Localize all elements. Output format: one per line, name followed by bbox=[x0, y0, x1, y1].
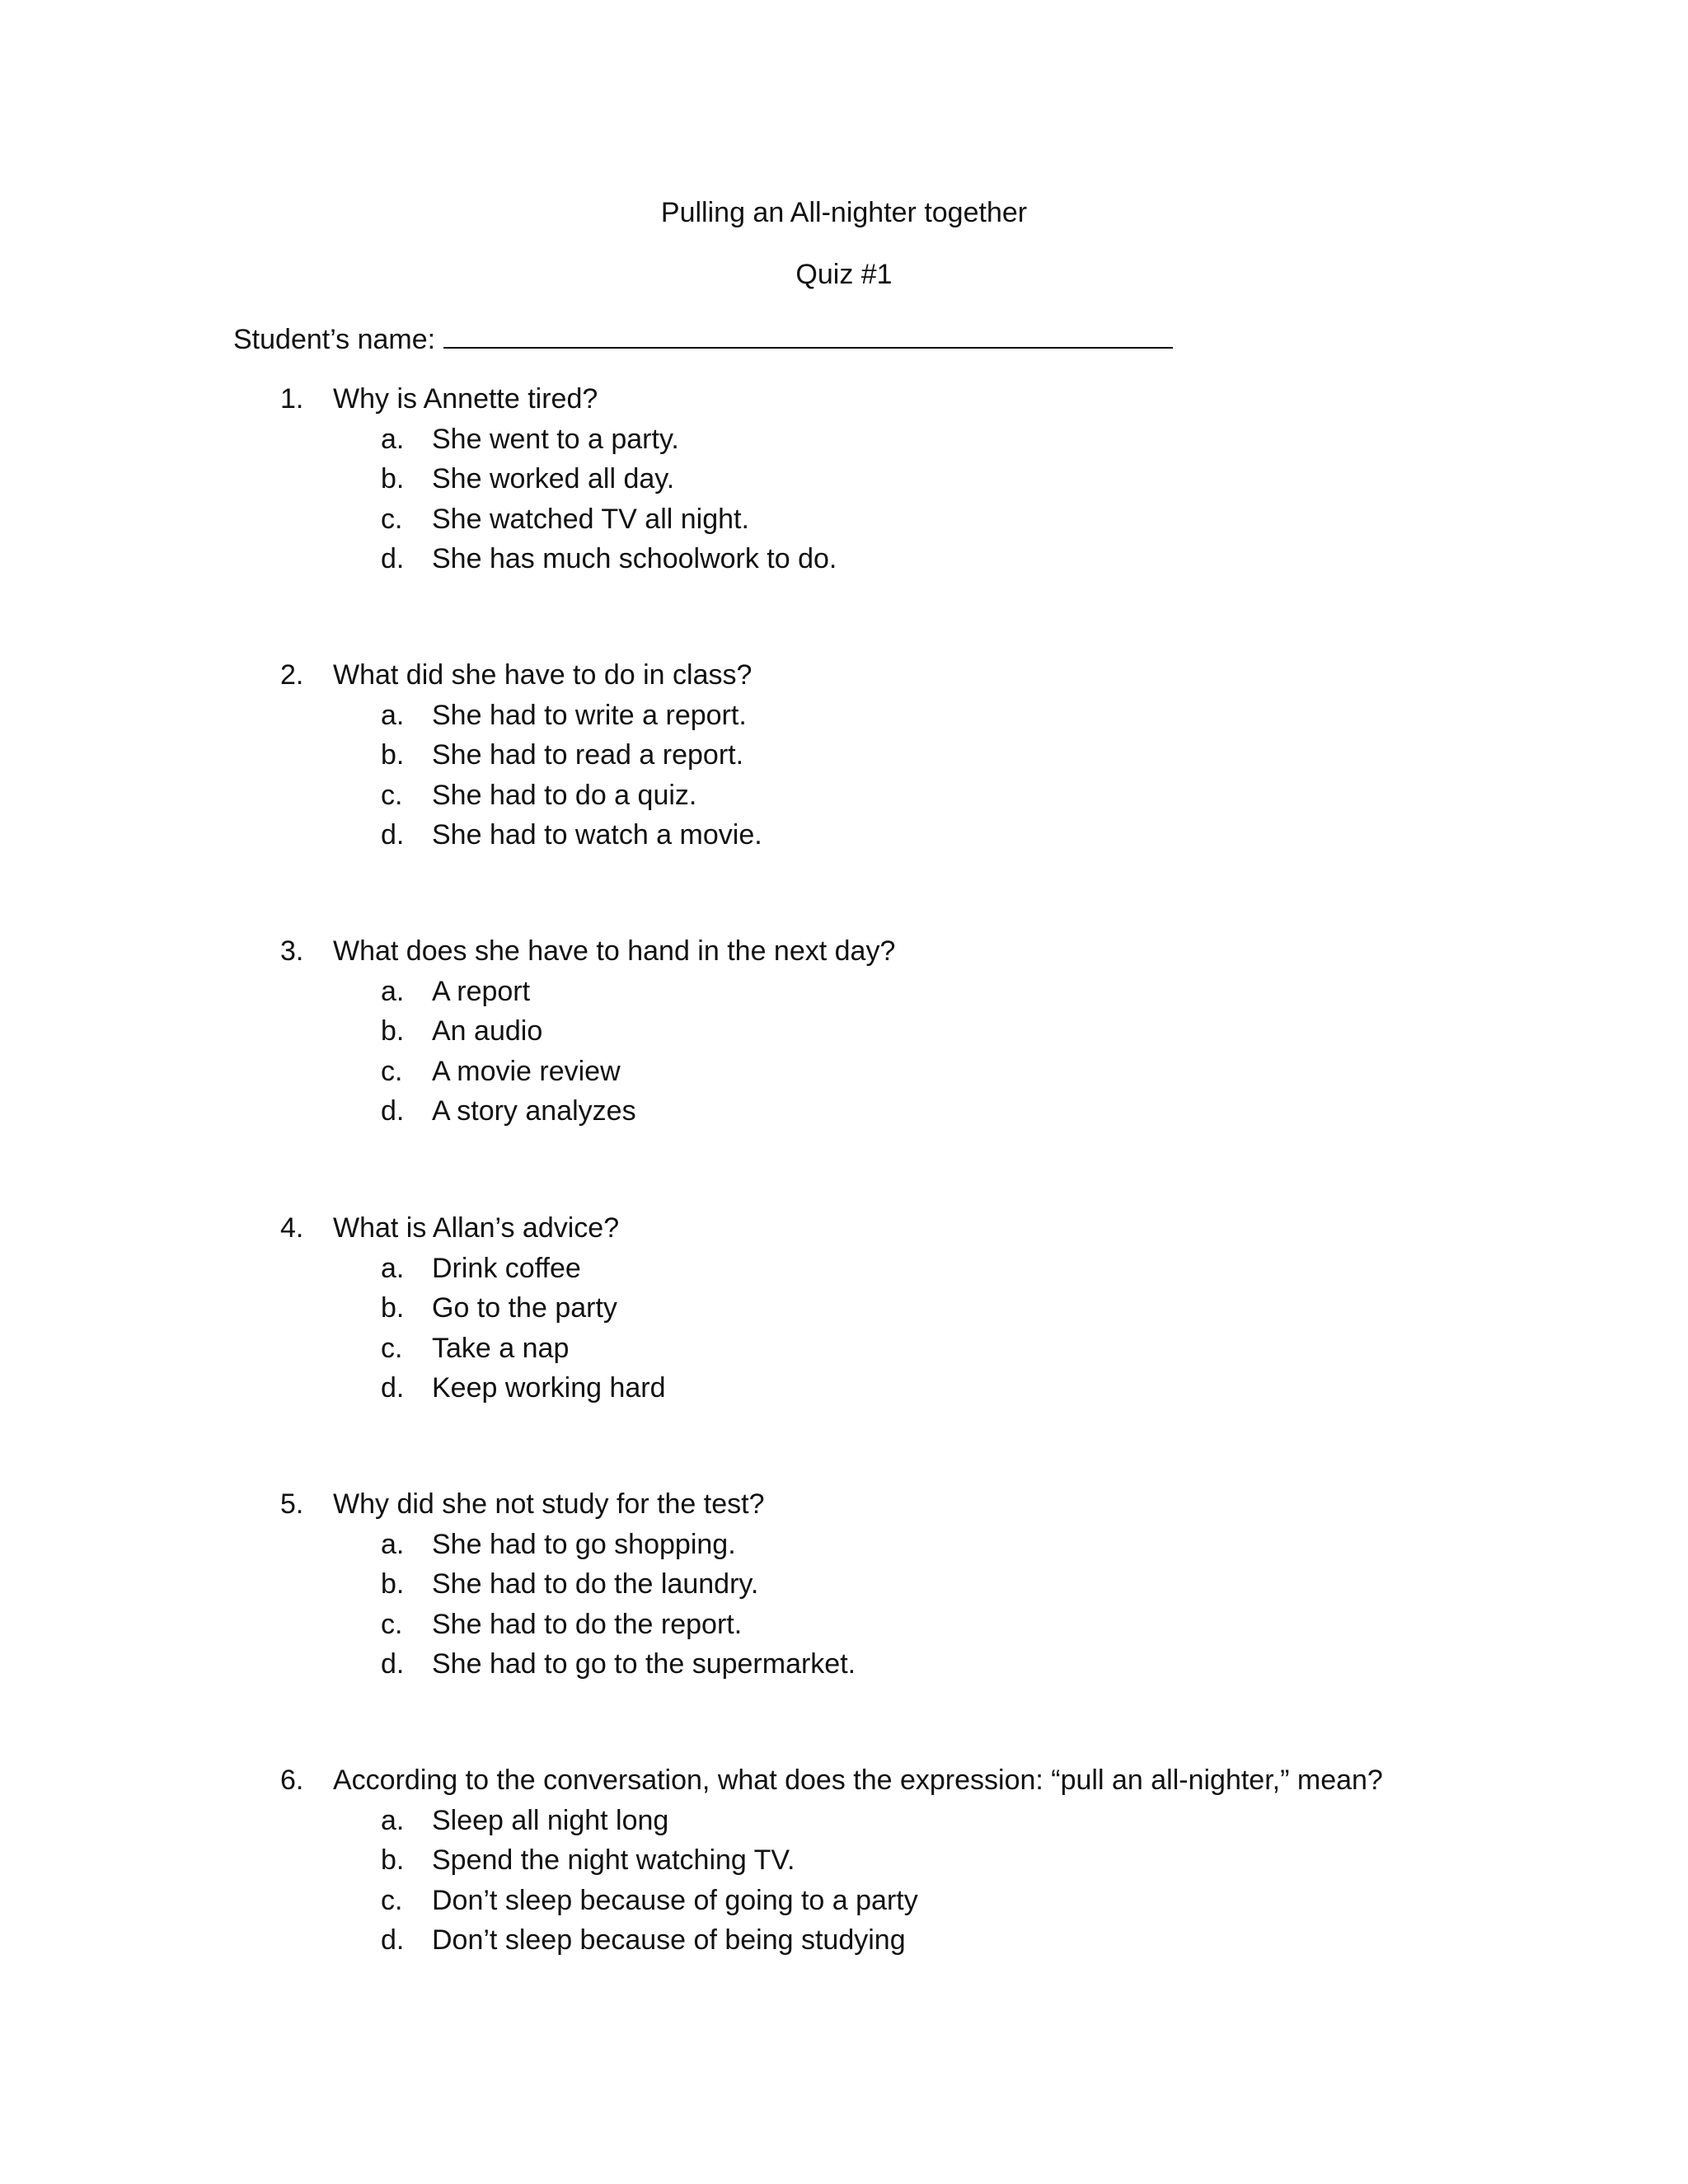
option-letter: a. bbox=[381, 975, 405, 1007]
question-5 bbox=[280, 1484, 1648, 1685]
option-text: She had to write a report. bbox=[432, 699, 747, 731]
question-4 bbox=[280, 1208, 1648, 1408]
option-text: She had to go shopping. bbox=[432, 1528, 736, 1560]
question-stem bbox=[280, 1760, 1648, 1801]
question-stem bbox=[280, 1208, 1648, 1249]
option-letter: c. bbox=[381, 1055, 403, 1087]
student-name-label: Student’s name: bbox=[233, 324, 436, 355]
answer-option[interactable] bbox=[381, 1091, 1648, 1132]
answer-option[interactable] bbox=[381, 776, 1648, 816]
answer-option[interactable] bbox=[381, 1052, 1648, 1092]
option-text: Sleep all night long bbox=[432, 1804, 669, 1836]
answer-option[interactable] bbox=[381, 1840, 1648, 1881]
option-text: An audio bbox=[432, 1015, 543, 1047]
option-letter: d. bbox=[381, 1924, 405, 1956]
question-number: 2. bbox=[280, 659, 304, 691]
option-letter: a. bbox=[381, 699, 405, 731]
page-title: Pulling an All-nighter together bbox=[660, 197, 1028, 228]
question-number: 4. bbox=[280, 1212, 304, 1244]
question-stem bbox=[280, 655, 1648, 696]
answer-option[interactable] bbox=[381, 1525, 1648, 1565]
answer-option[interactable] bbox=[381, 1288, 1648, 1329]
option-letter: d. bbox=[381, 1648, 405, 1680]
answer-option[interactable] bbox=[381, 1605, 1648, 1645]
answer-option[interactable] bbox=[381, 735, 1648, 776]
question-number: 1. bbox=[280, 383, 304, 415]
option-text: Don’t sleep because of going to a party bbox=[432, 1884, 918, 1916]
option-letter: a. bbox=[381, 1804, 405, 1836]
option-letter: c. bbox=[381, 1608, 403, 1640]
option-text: She had to do a quiz. bbox=[432, 779, 697, 811]
question-text: What did she have to do in class? bbox=[333, 659, 753, 691]
option-text: Spend the night watching TV. bbox=[432, 1844, 795, 1876]
option-letter: a. bbox=[381, 1252, 405, 1284]
option-letter: b. bbox=[381, 1568, 405, 1600]
question-number: 3. bbox=[280, 935, 304, 967]
question-number: 5. bbox=[280, 1488, 304, 1520]
answer-option[interactable] bbox=[381, 459, 1648, 499]
question-stem bbox=[280, 1484, 1648, 1525]
option-text: She had to go to the supermarket. bbox=[432, 1648, 856, 1680]
question-stem bbox=[280, 379, 1648, 419]
question-6 bbox=[280, 1760, 1648, 1961]
option-letter: d. bbox=[381, 1372, 405, 1404]
option-text: Keep working hard bbox=[432, 1372, 666, 1404]
option-text: Don’t sleep because of being studying bbox=[432, 1924, 906, 1956]
student-name-row bbox=[233, 317, 1173, 358]
answer-option[interactable] bbox=[381, 1881, 1648, 1921]
question-2 bbox=[280, 655, 1648, 855]
question-text: Why did she not study for the test? bbox=[333, 1488, 765, 1520]
option-text: She had to read a report. bbox=[432, 739, 744, 771]
answer-option[interactable] bbox=[381, 1801, 1648, 1841]
option-letter: b. bbox=[381, 1015, 405, 1047]
option-letter: d. bbox=[381, 1095, 405, 1127]
option-letter: d. bbox=[381, 819, 405, 851]
answer-option[interactable] bbox=[381, 972, 1648, 1012]
option-text: She watched TV all night. bbox=[432, 503, 749, 535]
option-letter: a. bbox=[381, 423, 405, 455]
option-letter: a. bbox=[381, 1528, 405, 1560]
answer-option[interactable] bbox=[381, 1920, 1648, 1961]
student-name-field[interactable] bbox=[443, 317, 1173, 349]
option-letter: c. bbox=[381, 1884, 403, 1916]
option-text: A movie review bbox=[432, 1055, 621, 1087]
page-subtitle: Quiz #1 bbox=[795, 259, 893, 290]
answer-option[interactable] bbox=[381, 815, 1648, 855]
option-letter: c. bbox=[381, 779, 403, 811]
question-text: What does she have to hand in the next day? bbox=[333, 935, 896, 967]
option-text: Drink coffee bbox=[432, 1252, 581, 1284]
question-stem bbox=[280, 931, 1648, 972]
option-letter: b. bbox=[381, 463, 405, 494]
option-text: She worked all day. bbox=[432, 463, 675, 494]
answer-option[interactable] bbox=[381, 499, 1648, 540]
option-text: She had to do the report. bbox=[432, 1608, 743, 1640]
option-text: She had to watch a movie. bbox=[432, 819, 762, 851]
answer-option[interactable] bbox=[381, 419, 1648, 460]
answer-option[interactable] bbox=[381, 1329, 1648, 1369]
option-text: Go to the party bbox=[432, 1292, 617, 1324]
option-letter: c. bbox=[381, 1332, 403, 1364]
question-3 bbox=[280, 931, 1648, 1132]
option-letter: c. bbox=[381, 503, 403, 535]
question-text: What is Allan’s advice? bbox=[333, 1212, 620, 1244]
question-1 bbox=[280, 379, 1648, 579]
option-letter: b. bbox=[381, 1844, 405, 1876]
option-text: She had to do the laundry. bbox=[432, 1568, 759, 1600]
option-letter: b. bbox=[381, 1292, 405, 1324]
answer-option[interactable] bbox=[381, 539, 1648, 579]
option-text: A report bbox=[432, 975, 531, 1007]
option-text: She went to a party. bbox=[432, 423, 679, 455]
answer-option[interactable] bbox=[381, 1644, 1648, 1685]
question-text: According to the conversation, what does the expression: “pull an all-nighter,” mean? bbox=[333, 1765, 1383, 1796]
question-number: 6. bbox=[280, 1765, 304, 1796]
option-text: Take a nap bbox=[432, 1332, 570, 1364]
answer-option[interactable] bbox=[381, 1564, 1648, 1605]
answer-option[interactable] bbox=[381, 1249, 1648, 1289]
question-text: Why is Annette tired? bbox=[333, 383, 598, 415]
option-text: A story analyzes bbox=[432, 1095, 636, 1127]
answer-option[interactable] bbox=[381, 696, 1648, 736]
option-letter: d. bbox=[381, 543, 405, 574]
option-letter: b. bbox=[381, 739, 405, 771]
answer-option[interactable] bbox=[381, 1368, 1648, 1408]
answer-option[interactable] bbox=[381, 1011, 1648, 1052]
option-text: She has much schoolwork to do. bbox=[432, 543, 837, 574]
